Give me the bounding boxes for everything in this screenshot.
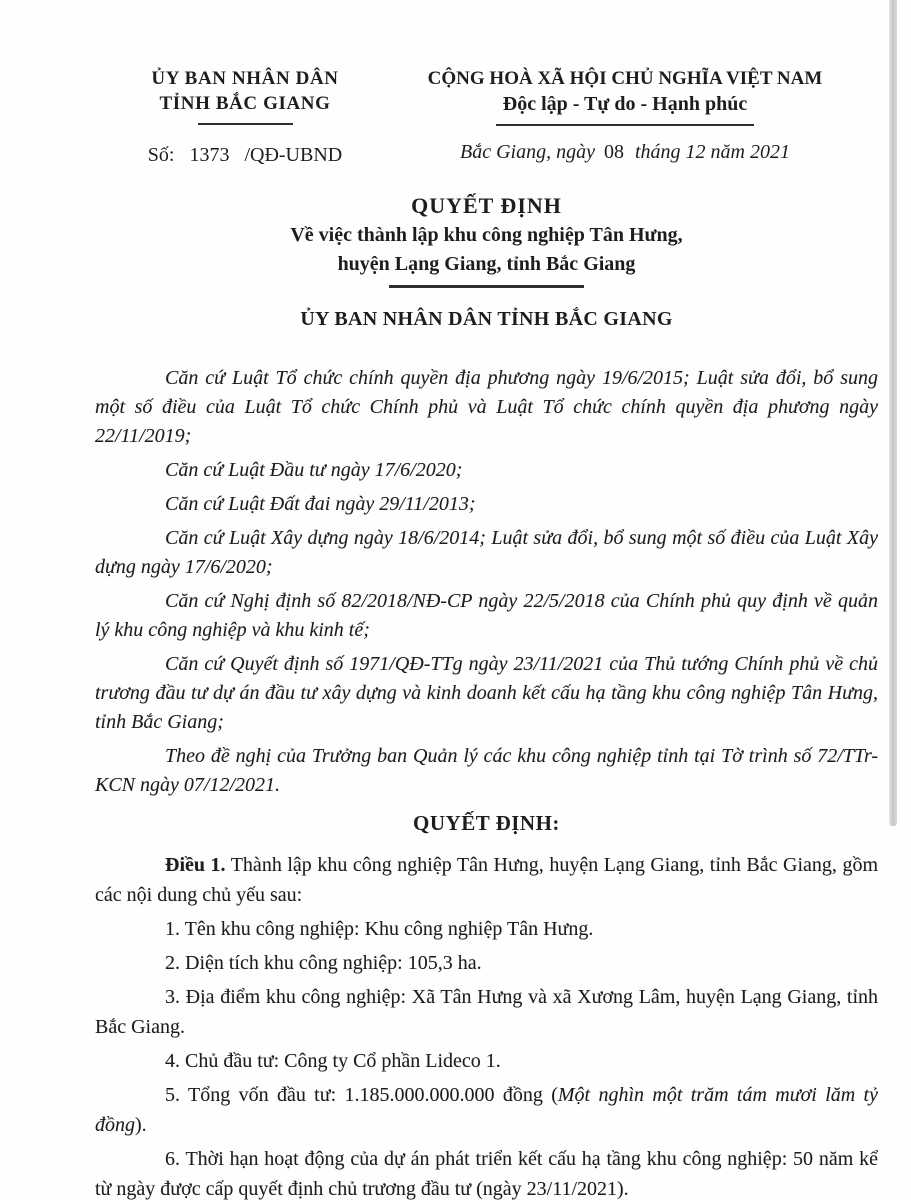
document-number [95, 144, 395, 167]
preamble-paragraph: Căn cứ Luật Tổ chức chính quyền địa phương ngày 19/6/2015; Luật sửa đổi, bổ sung một số điều của Luật Tổ chức Chính phủ và Luật Tổ chức chính quyền địa phương ngày 22/11/2019; [95, 367, 878, 447]
decision-subject-line2: huyện Lạng Giang, tỉnh Bắc Giang [337, 253, 636, 275]
preamble-paragraph: Căn cứ Quyết định số 1971/QĐ-TTg ngày 23/11/2021 của Thủ tướng Chính phủ về chủ trương đầu tư dự án đầu tư xây dựng và kinh doanh kết cấu hạ tầng khu công nghiệp Tân Hưng, tỉnh Bắc Giang; [95, 653, 878, 733]
title-underline [389, 285, 584, 288]
item-5-amount-words: Một nghìn một trăm tám mươi lăm tỷ đồng [95, 1084, 878, 1136]
preamble-paragraph: Căn cứ Luật Đất đai ngày 29/11/2013; [165, 493, 476, 515]
decision-title: QUYẾT ĐỊNH [411, 193, 562, 218]
item-2: 2. Diện tích khu công nghiệp: 105,3 ha. [165, 952, 482, 974]
document-body [0, 331, 911, 1200]
preamble-paragraph: Căn cứ Nghị định số 82/2018/NĐ-CP ngày 22/5/2018 của Chính phủ quy định về quản lý khu công nghiệp và khu kinh tế; [95, 590, 878, 641]
dateline-place: Bắc Giang, ngày [460, 141, 595, 163]
issuing-org-block [95, 66, 395, 167]
national-title: CỘNG HOÀ XÃ HỘI CHỦ NGHĨA VIỆT NAM [427, 68, 823, 89]
motto-underline [496, 124, 754, 126]
item-5 [95, 1080, 878, 1140]
org-province: TỈNH BẮC GIANG [159, 93, 331, 114]
issuer-heading: ỦY BAN NHÂN DÂN TỈNH BẮC GIANG [300, 308, 673, 330]
dateline-month-year: tháng 12 năm 2021 [634, 141, 790, 163]
place-and-date-line [405, 141, 845, 164]
decision-section-heading: QUYẾT ĐỊNH: [413, 811, 560, 835]
document-number-value: 1373 [189, 144, 230, 166]
item-6: 6. Thời hạn hoạt động của dự án phát triển kết cấu hạ tầng khu công nghiệp: 50 năm kể từ ngày được cấp quyết định chủ trương đầu tư (ngày 23/11/2021). [95, 1148, 878, 1200]
preamble-paragraph: Căn cứ Luật Đầu tư ngày 17/6/2020; [165, 459, 463, 481]
item-5-suffix: ). [135, 1114, 147, 1136]
scan-edge-artifact [889, 0, 897, 826]
document-title-block [0, 192, 911, 331]
item-5-prefix: 5. Tổng vốn đầu tư: 1.185.000.000.000 đồng ( [165, 1084, 558, 1106]
document-number-code: /QĐ-UBND [244, 144, 343, 166]
document-header [0, 0, 911, 167]
national-header-block [405, 66, 845, 167]
item-1: 1. Tên khu công nghiệp: Khu công nghiệp Tân Hưng. [165, 918, 594, 940]
decision-subject-line1: Về việc thành lập khu công nghiệp Tân Hưng, [290, 224, 683, 246]
org-name: ỦY BAN NHÂN DÂN [151, 68, 339, 89]
preamble-paragraph: Căn cứ Luật Xây dựng ngày 18/6/2014; Luật sửa đổi, bổ sung một số điều của Luật Xây dựng ngày 17/6/2020; [95, 527, 878, 578]
article-1-label: Điều 1. [165, 854, 226, 876]
preamble-paragraph: Theo đề nghị của Trưởng ban Quản lý các khu công nghiệp tỉnh tại Tờ trình số 72/TTr-KCN ngày 07/12/2021. [95, 745, 878, 796]
org-underline [198, 123, 293, 125]
article-1-text: Thành lập khu công nghiệp Tân Hưng, huyện Lạng Giang, tỉnh Bắc Giang, gồm các nội dung chủ yếu sau: [95, 854, 879, 906]
item-3: 3. Địa điểm khu công nghiệp: Xã Tân Hưng và xã Xương Lâm, huyện Lạng Giang, tỉnh Bắc Giang. [95, 986, 878, 1038]
article-1 [95, 850, 878, 910]
item-4: 4. Chủ đầu tư: Công ty Cổ phần Lideco 1. [165, 1050, 501, 1072]
national-motto: Độc lập - Tự do - Hạnh phúc [502, 93, 748, 115]
dateline-day: 08 [603, 141, 624, 163]
document-number-label: Số: [147, 144, 175, 166]
